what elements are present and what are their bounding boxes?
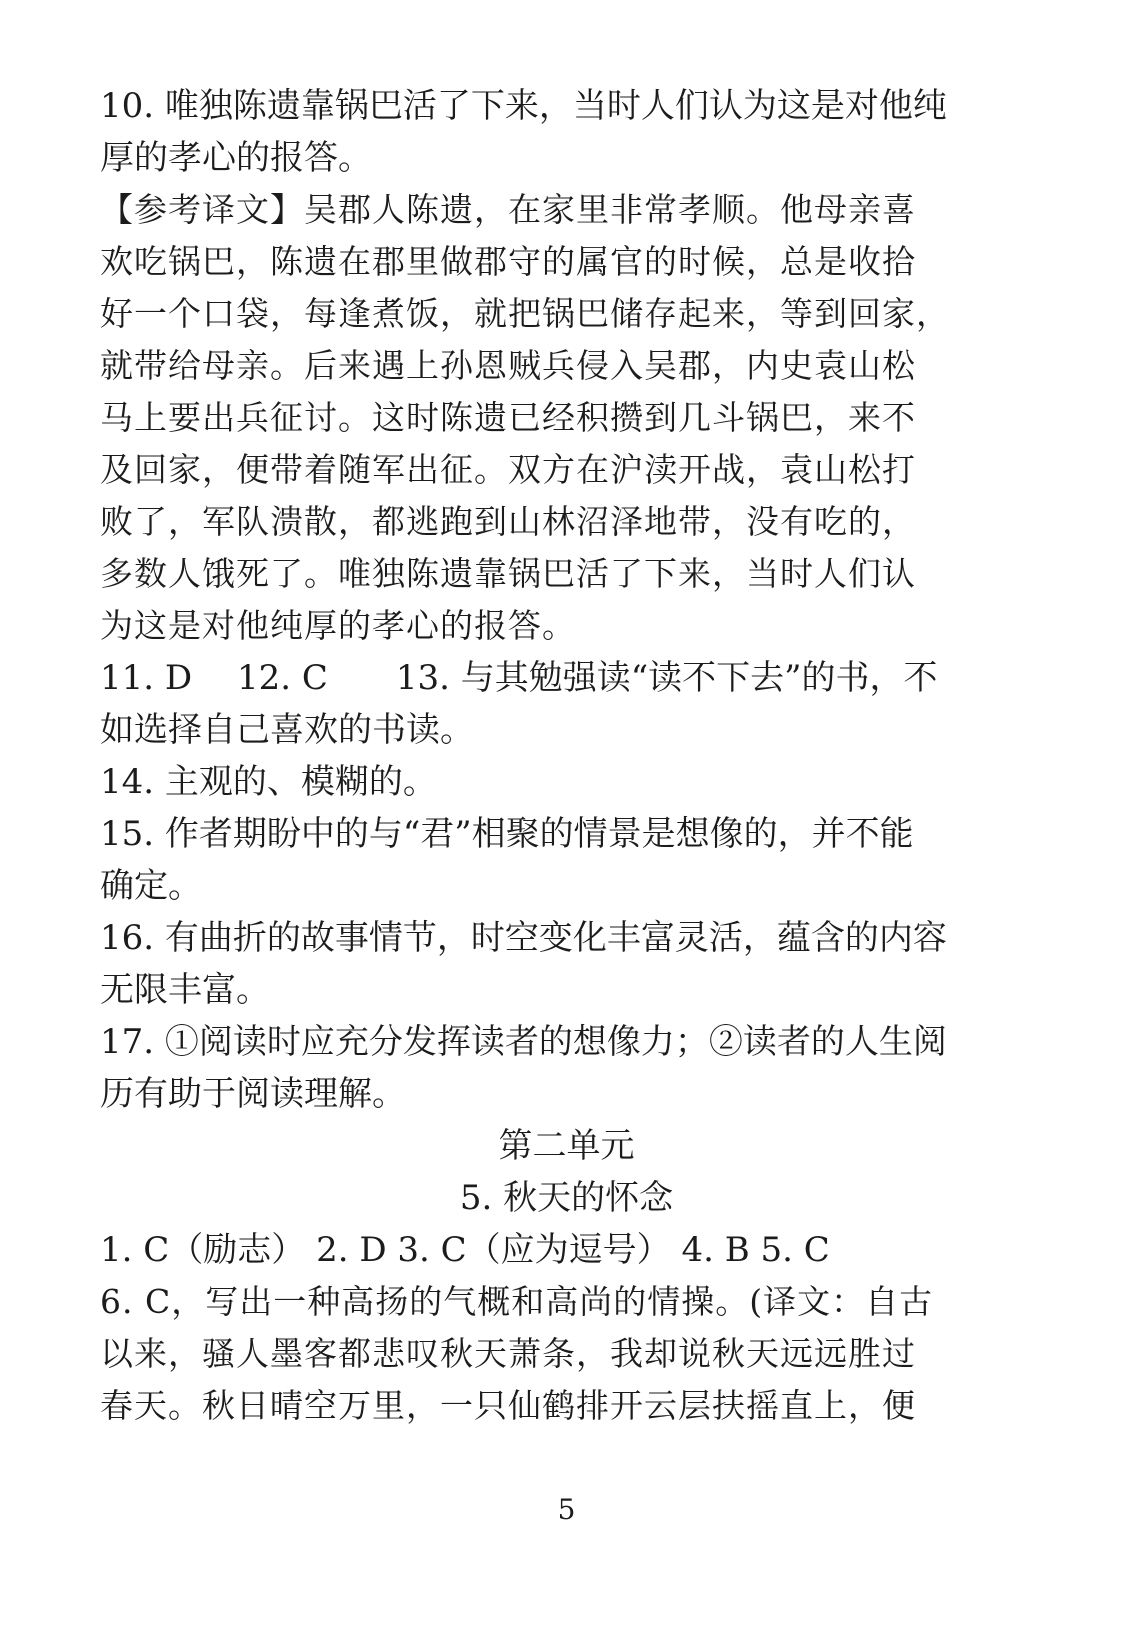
- translation-line-1: 【参考译文】吴郡人陈遗，在家里非常孝顺。他母亲喜: [100, 190, 916, 229]
- translation-line-4: 就带给母亲。后来遇上孙恩贼兵侵入吴郡，内史袁山松: [100, 346, 916, 385]
- translation-line-5: 马上要出兵征讨。这时陈遗已经积攒到几斗锅巴，来不: [100, 398, 916, 437]
- answer-14: 14. 主观的、模糊的。: [100, 762, 437, 802]
- answer-10-line-2: 厚的孝心的报答。: [100, 138, 372, 178]
- lesson-answer-6-line-3: 春天。秋日晴空万里，一只仙鹤排开云层扶摇直上，便: [100, 1386, 916, 1425]
- translation-line-2: 欢吃锅巴，陈遗在郡里做郡守的属官的时候，总是收拾: [100, 242, 916, 281]
- answer-17-line-1: 17. ①阅读时应充分发挥读者的想像力；②读者的人生阅: [100, 1022, 947, 1062]
- translation-line-7: 败了，军队溃散，都逃跑到山林沼泽地带，没有吃的，: [100, 502, 916, 541]
- answer-15-line-2: 确定。: [100, 866, 202, 906]
- answer-10-line-1: 10. 唯独陈遗靠锅巴活了下来，当时人们认为这是对他纯: [100, 86, 947, 126]
- answer-15-line-1: 15. 作者期盼中的与“君”相聚的情景是想像的，并不能: [100, 814, 914, 854]
- answer-16-line-2: 无限丰富。: [100, 970, 270, 1010]
- answers-11-13-line-1: 11. D 12. C 13. 与其勉强读“读不下去”的书，不: [100, 658, 938, 698]
- lesson-answer-6-line-1: 6. C，写出一种高扬的气概和高尚的情操。(译文：自古: [100, 1282, 934, 1321]
- translation-line-9: 为这是对他纯厚的孝心的报答。: [100, 606, 576, 645]
- lesson-title: 5. 秋天的怀念: [459, 1178, 674, 1218]
- answer-17-line-2: 历有助于阅读理解。: [100, 1074, 406, 1114]
- lesson-answers-1-5: 1. C（励志） 2. D 3. C（应为逗号） 4. B 5. C: [100, 1230, 830, 1270]
- translation-line-8: 多数人饿死了。唯独陈遗靠锅巴活了下来，当时人们认: [100, 554, 916, 593]
- answers-11-13-line-2: 如选择自己喜欢的书读。: [100, 710, 474, 750]
- lesson-answer-6-line-2: 以来，骚人墨客都悲叹秋天萧条，我却说秋天远远胜过: [100, 1334, 916, 1373]
- unit-title: 第二单元: [498, 1126, 635, 1166]
- answer-16-line-1: 16. 有曲折的故事情节，时空变化丰富灵活，蕴含的内容: [100, 918, 947, 958]
- page-number: 5: [557, 1493, 576, 1526]
- translation-line-3: 好一个口袋，每逢煮饭，就把锅巴储存起来，等到回家，: [100, 294, 950, 333]
- translation-line-6: 及回家，便带着随军出征。双方在沪渎开战，袁山松打: [100, 450, 916, 489]
